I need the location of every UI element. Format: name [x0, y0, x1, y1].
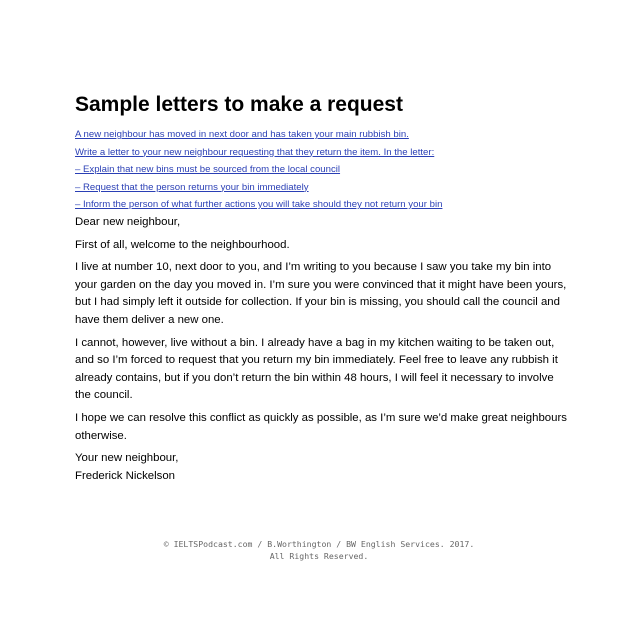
task-line[interactable]: – Inform the person of what further actions you will take should they not return your bin: [75, 199, 443, 210]
letter-paragraph: I live at number 10, next door to you, and I’m writing to you because I saw you take my bin into your garden on the day you moved in. I’m sure you were convinced that it might have been yours, but I had simply left it outside for collection. If your bin is missing, you should call the council and have them deliver a new one.: [75, 261, 567, 326]
task-line[interactable]: – Explain that new bins must be sourced from the local council: [75, 164, 341, 175]
copyright-line: All Rights Reserved.: [269, 551, 369, 561]
copyright-footer: [0, 538, 638, 562]
letter-closing: Your new neighbour,: [75, 452, 179, 465]
letter-paragraph: I cannot, however, live without a bin. I already have a bag in my kitchen waiting to be taken out, and so I’m forced to request that you return my bin immediately. Feel free to leave any rubbish it already contains, but if you don’t return the bin within 48 hours, I will feel it necessary to involve the council.: [75, 336, 558, 402]
task-instructions: [75, 126, 575, 214]
letter-signature: Frederick Nickelson: [75, 469, 176, 482]
task-line[interactable]: – Request that the person returns your bin immediately: [75, 181, 309, 193]
page-title: Sample letters to make a request: [75, 93, 403, 116]
task-line[interactable]: A new neighbour has moved in next door and has taken your main rubbish bin.: [75, 129, 409, 140]
task-line[interactable]: Write a letter to your new neighbour requesting that they return the item. In the letter:: [75, 146, 435, 158]
letter-paragraph: I hope we can resolve this conflict as quickly as possible, as I’m sure we’d make great neighbours otherwise.: [75, 411, 567, 442]
letter-greeting: Dear new neighbour,: [75, 216, 181, 228]
letter-paragraph: First of all, welcome to the neighbourhood.: [75, 238, 290, 251]
letter-body: [75, 214, 567, 485]
copyright-line: © IELTSPodcast.com / B.Worthington / BW English Services. 2017.: [163, 539, 475, 549]
